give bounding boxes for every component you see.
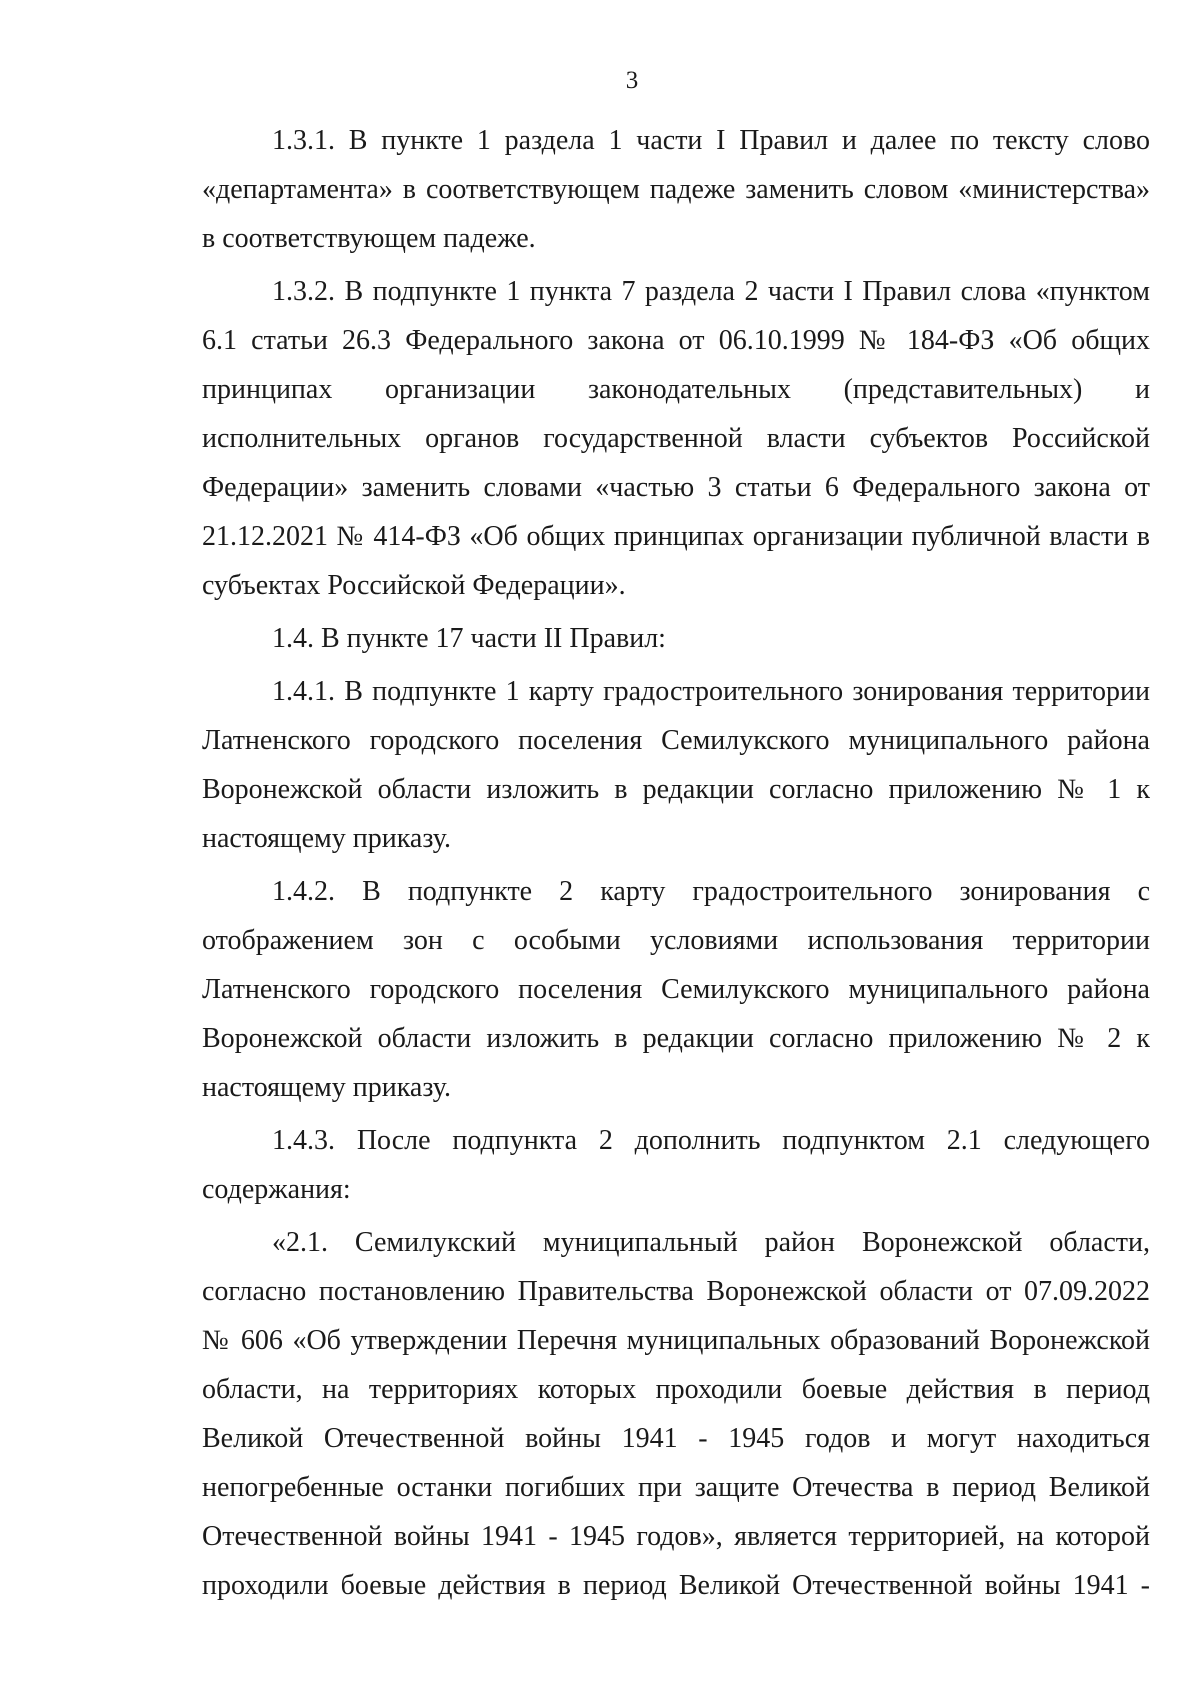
- paragraph-2-1-quote: «2.1. Семилукский муниципальный район Воронежской области, согласно постановлению Правительства Воронежской области от 07.09.2022 № 606 «Об утверждении Перечня муниципальных образований Воронежской области, на территориях которых проходили боевые действия в период Великой Отечественной войны 1941 - 1945 годов и могут находиться непогребенные останки погибших при защите Отечества в период Великой Отечественной войны 1941 - 1945 годов», является территорией, на которой проходили боевые действия в период Великой Отечественной войны 1941 -: [202, 1227, 1150, 1601]
- page-number: 3: [625, 67, 639, 94]
- paragraph-1-3-1: 1.3.1. В пункте 1 раздела 1 части I Правил и далее по тексту слово «департамента» в соответствующем падеже заменить словом «министерства» в соответствующем падеже.: [202, 125, 1150, 254]
- paragraph-1-4-1: 1.4.1. В подпункте 1 карту градостроительного зонирования территории Латненского городского поселения Семилукского муниципального района Воронежской области изложить в редакции согласно приложению № 1 к настоящему приказу.: [202, 676, 1150, 854]
- document-body: [202, 116, 1150, 1614]
- paragraph-1-3-2: 1.3.2. В подпункте 1 пункта 7 раздела 2 части I Правил слова «пунктом 6.1 статьи 26.3 Федерального закона от 06.10.1999 № 184-ФЗ «Об общих принципах организации законодательных (представительных) и исполнительных органов государственной власти субъектов Российской Федерации» заменить словами «частью 3 статьи 6 Федерального закона от 21.12.2021 № 414-ФЗ «Об общих принципах организации публичной власти в субъектах Российской Федерации».: [202, 276, 1150, 601]
- paragraph-1-4-2: 1.4.2. В подпункте 2 карту градостроительного зонирования с отображением зон с особыми условиями использования территории Латненского городского поселения Семилукского муниципального района Воронежской области изложить в редакции согласно приложению № 2 к настоящему приказу.: [202, 876, 1150, 1103]
- paragraph-1-4-3: 1.4.3. После подпункта 2 дополнить подпунктом 2.1 следующего содержания:: [202, 1125, 1150, 1205]
- paragraph-1-4: 1.4. В пункте 17 части II Правил:: [272, 623, 666, 654]
